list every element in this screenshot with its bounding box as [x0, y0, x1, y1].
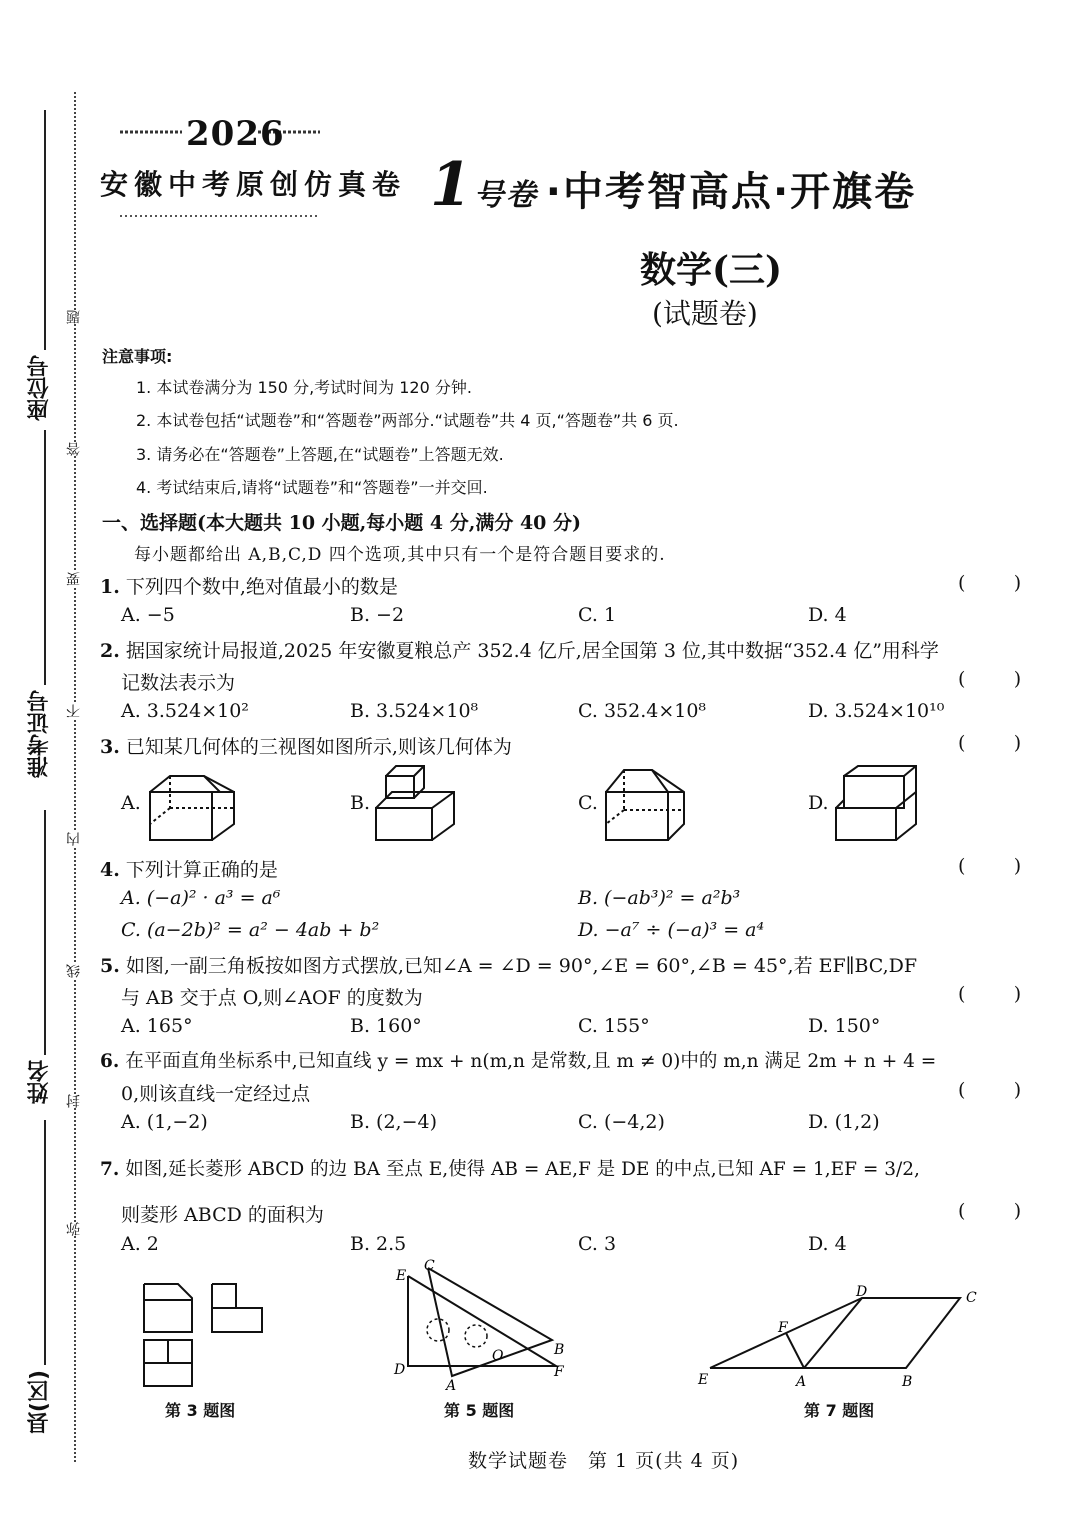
point-label-c: C: [966, 1290, 977, 1306]
point-label-e: E: [698, 1372, 709, 1388]
exam-id-label: 准考证号: [27, 690, 52, 778]
brand-title: [430, 150, 916, 220]
answer-bracket: ( ): [958, 1079, 1022, 1101]
option-d: D. −a⁷ ÷ (−a)³ = a⁴: [578, 919, 765, 941]
solid-figure-b: [372, 762, 462, 846]
option-a: A. −5: [121, 604, 175, 626]
option-c: C. (−4,2): [578, 1111, 665, 1133]
point-label-f: F: [554, 1364, 564, 1380]
point-label-c: C: [424, 1258, 435, 1274]
name-label: 姓名: [27, 1060, 52, 1104]
subject-title: 数学(三): [640, 249, 783, 291]
notice-item: 2. 本试卷包括“试题卷”和“答题卷”两部分.“试题卷”共 4 页,“答题卷”共 6 页.: [136, 411, 679, 430]
point-label-b: B: [902, 1374, 913, 1390]
question-6: 6. 在平面直角坐标系中,已知直线 y = mx + n(m,n 是常数,且 m ≠ 0)中的 m,n 满足 2m + n + 4 =: [100, 1051, 937, 1072]
answer-bracket: ( ): [958, 732, 1022, 754]
option-d: D. 4: [808, 604, 847, 626]
brand-hao: 号卷: [473, 178, 538, 213]
option-c: C. 1: [578, 604, 617, 626]
solid-figure-d: [832, 762, 924, 846]
question-5-continued: 与 AB 交于点 O,则∠AOF 的度数为: [121, 987, 423, 1009]
option-c: C. (a−2b)² = a² − 4ab + b²: [121, 919, 380, 941]
option-a: A. 3.524×10²: [121, 700, 249, 722]
answer-bracket: ( ): [958, 668, 1022, 690]
option-a: A. 2: [121, 1233, 159, 1255]
point-label-d: D: [394, 1362, 406, 1378]
option-c: C. 3: [578, 1233, 617, 1255]
question-2-continued: 记数法表示为: [121, 672, 236, 694]
notice-item: 3. 请务必在“答题卷”上答题,在“试题卷”上答题无效.: [136, 445, 504, 464]
option-d: D. 3.524×10¹⁰: [808, 700, 945, 722]
option-a: A. (−a)² · a³ = a⁶: [121, 887, 281, 909]
figure-3-three-views: [138, 1280, 268, 1390]
point-label-a: A: [796, 1374, 807, 1390]
page-footer: 数学试题卷 第 1 页(共 4 页): [468, 1450, 740, 1472]
section-description: 每小题都给出 A,B,C,D 四个选项,其中只有一个是符合题目要求的.: [134, 545, 666, 565]
point-label-o: O: [492, 1348, 504, 1364]
seat-number-line: [44, 110, 46, 350]
question-7-continued: 则菱形 ABCD 的面积为: [121, 1204, 324, 1226]
question-4: 4. 下列计算正确的是: [100, 859, 278, 881]
option-b: B. 160°: [350, 1015, 422, 1037]
question-3: 3. 已知某几何体的三视图如图所示,则该几何体为: [100, 736, 512, 758]
question-6-continued: 0,则该直线一定经过点: [121, 1083, 311, 1105]
option-b: B. 3.524×10⁸: [350, 700, 479, 722]
figure-7-caption: 第 7 题图: [804, 1401, 875, 1420]
name-line: [44, 810, 46, 1055]
figure-5-caption: 第 5 题图: [444, 1401, 515, 1420]
option-b: B.: [350, 792, 371, 814]
answer-bracket: ( ): [958, 572, 1022, 594]
answer-bracket: ( ): [958, 1200, 1022, 1222]
notice-item: 1. 本试卷满分为 150 分,考试时间为 120 分钟.: [136, 378, 472, 397]
notice-title: 注意事项:: [102, 347, 173, 366]
point-label-e: E: [396, 1268, 407, 1284]
option-b: B. 2.5: [350, 1233, 407, 1255]
option-d: D.: [808, 792, 829, 814]
exam-id-line: [44, 430, 46, 685]
answer-bracket: ( ): [958, 855, 1022, 877]
exam-year: 2026: [186, 114, 285, 154]
figure-3-caption: 第 3 题图: [165, 1401, 236, 1420]
seal-char: 弥: [64, 1222, 86, 1236]
section-title: 一、选择题(本大题共 10 小题,每小题 4 分,满分 40 分): [102, 512, 581, 534]
option-c: C. 155°: [578, 1015, 650, 1037]
option-b: B. (2,−4): [350, 1111, 438, 1133]
figure-7-rhombus: [690, 1282, 990, 1394]
point-label-b: B: [554, 1342, 565, 1358]
solid-figure-a: [144, 762, 244, 846]
seal-char: 不: [64, 704, 86, 718]
seal-char: 封: [64, 1094, 86, 1108]
series-title: 安徽中考原创仿真卷: [100, 168, 407, 201]
answer-bracket: ( ): [958, 983, 1022, 1005]
solid-figure-c: [600, 762, 692, 846]
seal-char: 答: [64, 442, 86, 456]
seal-dotted-line: [74, 92, 76, 1462]
option-d: D. (1,2): [808, 1111, 880, 1133]
option-b: B. (−ab³)² = a²b³: [578, 887, 741, 909]
seal-char: 题: [64, 310, 86, 324]
option-d: D. 4: [808, 1233, 847, 1255]
figure-5-triangles: [388, 1258, 578, 1394]
seat-number-label: 座位号: [27, 355, 52, 421]
question-5: 5. 如图,一副三角板按如图方式摆放,已知∠A = ∠D = 90°,∠E = 60°,∠B = 45°,若 EF∥BC,DF: [100, 955, 918, 977]
question-2: 2. 据国家统计局报道,2025 年安徽夏粮总产 352.4 亿斤,居全国第 3 位,其中数据“352.4 亿”用科学: [100, 640, 939, 662]
county-label: 县(区): [27, 1370, 52, 1435]
option-a: A.: [121, 792, 141, 814]
option-c: C.: [578, 792, 598, 814]
seal-char: 内: [64, 832, 86, 846]
notice-item: 4. 考试结束后,请将“试题卷”和“答题卷”一并交回.: [136, 478, 488, 497]
point-label-f: F: [778, 1320, 788, 1336]
option-b: B. −2: [350, 604, 405, 626]
county-line: [44, 1120, 46, 1365]
paper-type: (试题卷): [652, 297, 758, 330]
question-7: 7. 如图,延长菱形 ABCD 的边 BA 至点 E,使得 AB = AE,F 是 DE 的中点,已知 AF = 1,EF = 3/2,: [100, 1159, 920, 1180]
option-a: A. (1,−2): [121, 1111, 208, 1133]
point-label-a: A: [446, 1378, 457, 1394]
seal-char: 要: [64, 572, 86, 586]
option-d: D. 150°: [808, 1015, 881, 1037]
brand-number: 1: [430, 150, 474, 220]
brand-name: ·中考智高点·开旗卷: [545, 169, 917, 215]
question-1: 1. 下列四个数中,绝对值最小的数是: [100, 576, 398, 598]
seal-char: 线: [64, 964, 86, 978]
option-c: C. 352.4×10⁸: [578, 700, 707, 722]
option-a: A. 165°: [121, 1015, 193, 1037]
point-label-d: D: [856, 1284, 868, 1300]
